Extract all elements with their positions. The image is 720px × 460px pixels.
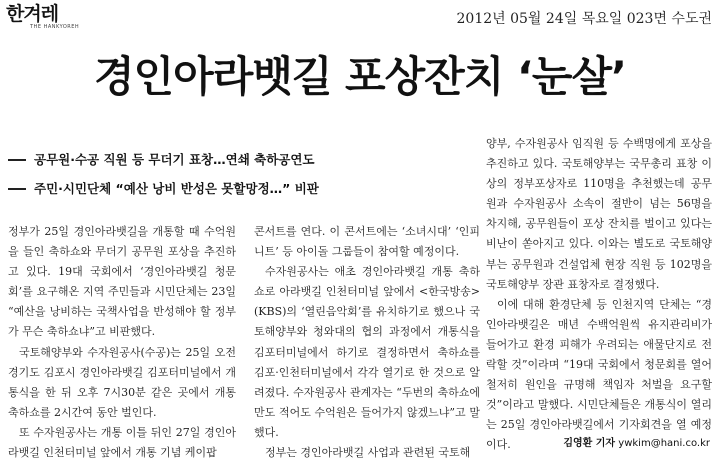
article-column-3 xyxy=(486,134,712,456)
masthead-subtitle: THE HANKYOREH xyxy=(30,24,80,30)
subhead-rule-1 xyxy=(8,159,26,161)
article-subhead-1: 공무원·수공 직원 등 무더기 표창…연쇄 축하공연도 xyxy=(34,152,315,167)
paragraph: 정부가 25일 경인아라뱃길을 개통할 때 수억원을 들인 축하쇼와 무더기 공무원 포상을 추진하고 있다. 19대 국회에서 ‘경인아라뱃길 청문회’를 요구해온 지역 주민들과 시민단체는 23일 “예산을 낭비하는 국책사업을 반성해야 할 정부가 무슨 축하쇼냐”고 비판했다. xyxy=(8,225,236,339)
paragraph: 이에 대해 환경단체 등 인천지역 단체는 “경인아라뱃길은 매년 수백억원씩 유지관리비가 들어가고 환경 피해가 우려되는 애물단지로 전락할 것”이라며 “19대 국회에서 청문회를 열어 철저히 원인을 규명해 책임자 처벌을 요구할 것”이라고 말했다. 시민단체들은 개통식이 열리는 25일 경인아라뱃길에서 기자회견을 열 예정이다. xyxy=(486,297,712,452)
article-byline xyxy=(563,434,710,449)
paragraph: 또 수자원공사는 개통 이틀 뒤인 27일 경인아라뱃길 인천터미널 앞에서 개통 기념 케이팝 xyxy=(8,425,236,460)
masthead-logo: 한겨레 xyxy=(6,3,59,25)
paragraph: 국토해양부와 수자원공사(수공)는 25일 오전 경기도 김포시 경인아라뱃길 김포터미널에서 개통식을 한 뒤 오후 7시30분 같은 곳에서 개통 축하쇼를 2시간여 동안 벌인다. xyxy=(8,345,236,419)
article-column-2 xyxy=(254,222,480,460)
paragraph: 양부, 수자원공사 임직원 등 수백명에게 포상을 추진하고 있다. 국토해양부는 국무총리 표창 이상의 정부포상자로 110명을 추천했는데 공무원과 수자원공사 소속이 절반이 넘는 56명을 차지해, 공무원들이 포상 잔치를 벌이고 있다는 비난이 쏟아지고 있다. 이와는 별도로 국토해양부는 공무원과 건설업체 현장 직원 등 102명을 국토해양부 장관 표창자로 결정했다. xyxy=(486,137,712,291)
paragraph: 정부는 경인아라뱃길 사업과 관련된 국토해 xyxy=(265,446,471,460)
subhead-rule-2 xyxy=(8,188,26,190)
article-headline: 경인아라뱃길 포상잔치 ‘눈살’ xyxy=(93,52,627,101)
paragraph: 수자원공사는 애초 경인아라뱃길 개통 축하쇼로 아라뱃길 인천터미널 앞에서 <한국방송>(KBS)의 ‘열린음악회’를 유치하기로 했으나 국토해양부와 청와대의 협의 과정에서 개통식을 김포터미널에서 하기로 결정하면서 축하쇼를 김포·인천터미널에서 각각 열기로 한 것으로 알려졌다. 수자원공사 관계자는 “두번의 축하쇼에만도 적어도 수억원은 들어가지 않겠느냐”고 말했다. xyxy=(254,265,480,439)
article-column-1 xyxy=(8,222,236,460)
reporter-name: 김영환 기자 xyxy=(563,438,616,449)
article-subhead-2: 주민·시민단체 “예산 낭비 반성은 못할망정…” 비판 xyxy=(34,181,319,196)
paragraph: 콘서트를 연다. 이 콘서트에는 ‘소녀시대’ ‘인피니트’ 등 아이돌 그룹들이 참여할 예정이다. xyxy=(254,225,480,259)
publication-dateline: 2012년 05월 24일 목요일 023면 수도권 xyxy=(456,11,712,27)
newspaper-masthead xyxy=(6,4,86,30)
reporter-email: ywkim@hani.co.kr xyxy=(618,438,710,449)
